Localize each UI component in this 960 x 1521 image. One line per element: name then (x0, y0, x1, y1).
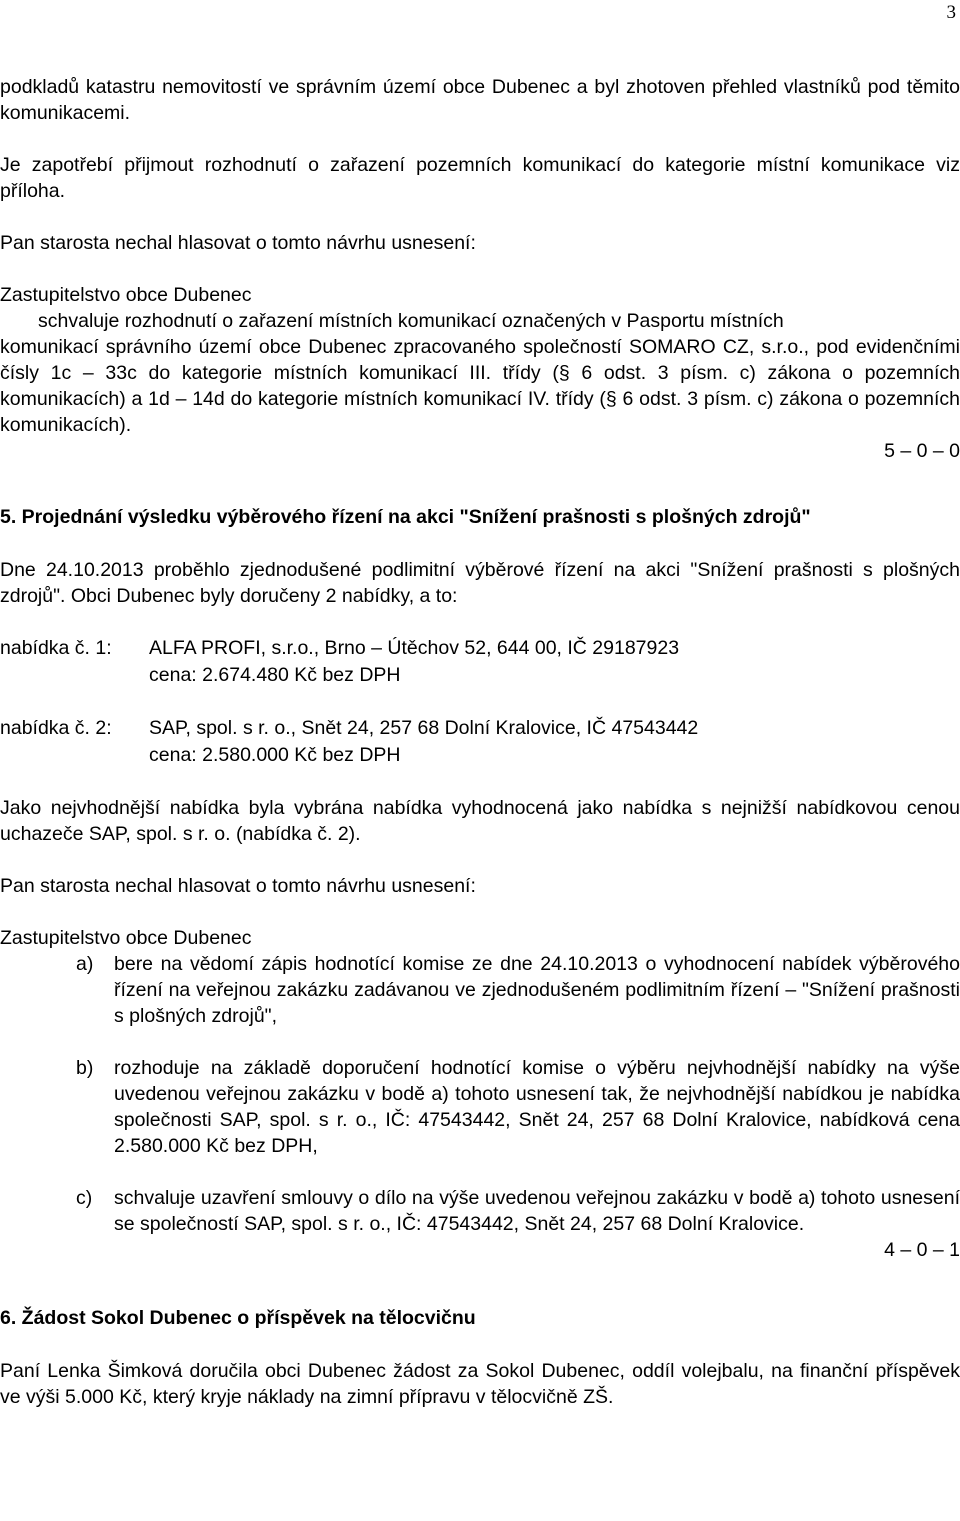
paragraph-cadastre: podkladů katastru nemovitostí ve správním území obce Dubenec a byl zhotoven přehled vlastníků pod těmito komunikacemi. (0, 76, 960, 124)
paragraph-decision-needed: Je zapotřebí přijmout rozhodnutí o zařazení pozemních komunikací do kategorie místní komunikace viz příloha. (0, 154, 960, 202)
document-body (0, 74, 960, 1410)
list-marker: a) (76, 953, 94, 975)
offer-label: nabídka č. 2: (0, 717, 112, 739)
list-marker: c) (76, 1187, 93, 1209)
selected-offer-paragraph: Jako nejvhodnější nabídka byla vybrána nabídka vyhodnocená jako nabídka s nejnižší nabídkovou cenou uchazeče SAP, spol. s r. o. (nabídka č. 2). (0, 797, 960, 845)
section-5-intro: Dne 24.10.2013 proběhlo zjednodušené podlimitní výběrové řízení na akci "Snížení prašnosti s plošných zdrojů". Obci Dubenec byly doručeny 2 nabídky, a to: (0, 559, 960, 607)
offer-price: cena: 2.674.480 Kč bez DPH (149, 664, 401, 686)
section-6-heading: 6. Žádost Sokol Dubenec o příspěvek na tělocvičnu (0, 1307, 476, 1329)
resolution-text: komunikací správního území obce Dubenec zpracovaného společností SOMARO CZ, s.r.o., pod evidenčními čísly 1c – 33c do kategorie místních komunikací III. třídy (§ 6 odst. 3 písm. c) zákona o pozemních komunikacích) a 1d – 14d do kategorie místních komunikací IV. třídy (§ 6 odst. 3 písm. c) zákona o pozemních komunikacích). (0, 336, 960, 436)
list-item-text: rozhoduje na základě doporučení hodnotící komise o výběru nejvhodnější nabídky na výše uvedenou veřejnou zakázku v bodě a) tohoto usnesení tak, že nejvhodnější nabídkou je nabídka společnosti SAP, spol. s r. o., IČ: 47543442, Snět 24, 257 68 Dolní Kralovice, nabídková cena 2.580.000 Kč bez DPH, (114, 1057, 960, 1157)
offer-company: ALFA PROFI, s.r.o., Brno – Útěchov 52, 644 00, IČ 29187923 (149, 637, 680, 659)
council-name: Zastupitelstvo obce Dubenec (0, 927, 252, 949)
offer-company: SAP, spol. s r. o., Snět 24, 257 68 Dolní Kralovice, IČ 47543442 (149, 717, 699, 739)
resolution-first-line: schvaluje rozhodnutí o zařazení místních komunikací označených v Pasportu místních (38, 310, 784, 332)
resolution-item-a (0, 951, 960, 1029)
offer-block-1 (0, 635, 960, 689)
offer-label: nabídka č. 1: (0, 637, 112, 659)
resolution-item-b (0, 1055, 960, 1159)
resolution-item-c (0, 1185, 960, 1237)
offer-price: cena: 2.580.000 Kč bez DPH (149, 744, 401, 766)
section-6-paragraph: Paní Lenka Šimková doručila obci Dubenec žádost za Sokol Dubenec, oddíl volejbalu, na finanční příspěvek ve výši 5.000 Kč, který kryje náklady na zimní přípravu v tělocvičně ZŠ. (0, 1360, 960, 1408)
vote-result: 4 – 0 – 1 (884, 1239, 960, 1261)
council-name: Zastupitelstvo obce Dubenec (0, 284, 252, 306)
vote-result: 5 – 0 – 0 (884, 440, 960, 462)
list-item-text: schvaluje uzavření smlouvy o dílo na výše uvedenou veřejnou zakázku v bodě a) tohoto usnesení se společností SAP, spol. s r. o., IČ: 47543442, Snět 24, 257 68 Dolní Kralovice. (114, 1187, 960, 1235)
vote-intro: Pan starosta nechal hlasovat o tomto návrhu usnesení: (0, 875, 476, 897)
section-5-heading: 5. Projednání výsledku výběrového řízení na akci "Snížení prašnosti s plošných zdrojů" (0, 506, 811, 528)
offer-block-2 (0, 715, 960, 769)
list-item-text: bere na vědomí zápis hodnotící komise ze dne 24.10.2013 o vyhodnocení nabídek výběrového řízení na veřejnou zakázku zadávanou ve zjednodušeném podlimitním řízení – "Snížení prašnosti s plošných zdrojů", (114, 953, 960, 1027)
page-number: 3 (946, 2, 956, 23)
vote-intro: Pan starosta nechal hlasovat o tomto návrhu usnesení: (0, 232, 476, 254)
list-marker: b) (76, 1057, 94, 1079)
